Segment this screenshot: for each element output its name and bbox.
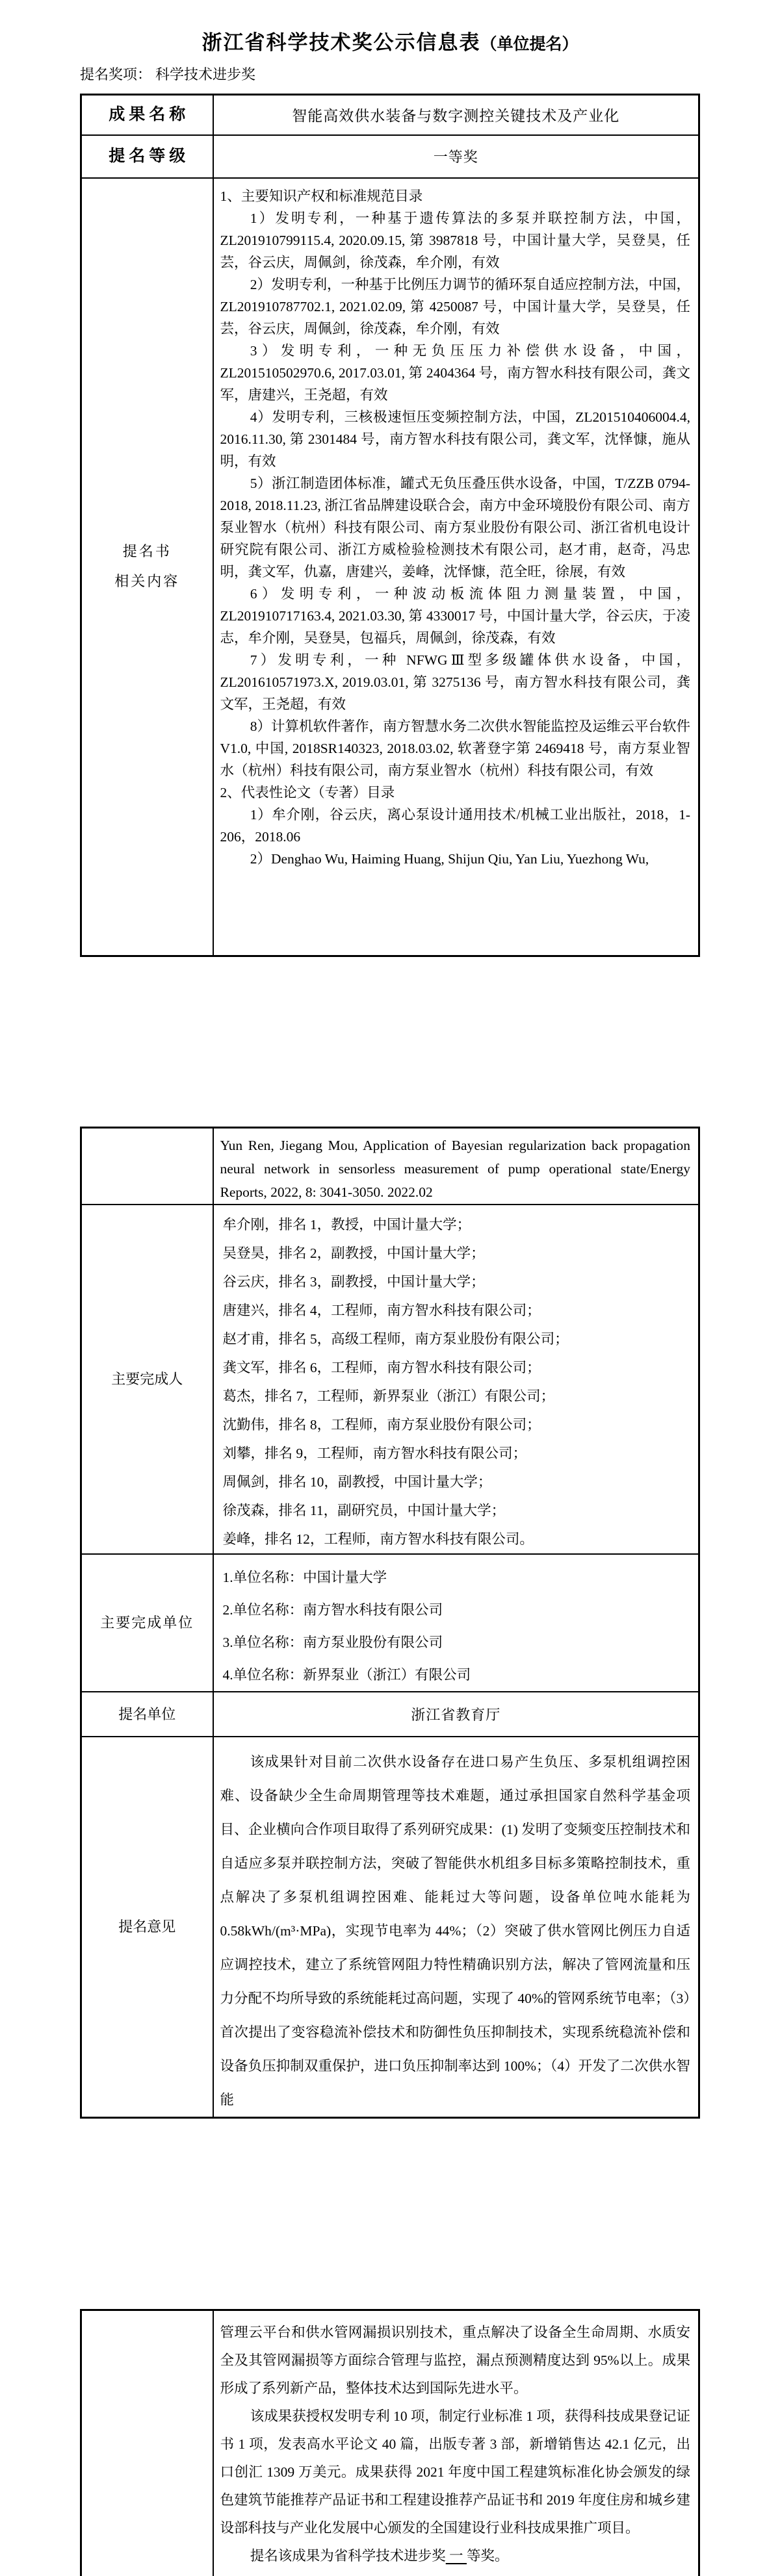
nominating-unit-value: 浙江省教育厅: [213, 1692, 699, 1737]
nomination-grade-label: 提名等级: [81, 135, 213, 178]
row-nominating-unit: [81, 1692, 699, 1737]
row-nomination-opinion: [81, 1737, 699, 2118]
content-line: 2）Denghao Wu, Haiming Huang, Shijun Qiu, Yan Liu, Yuezhong Wu,: [250, 850, 649, 867]
achievement-name-label: 成果名称: [81, 95, 213, 135]
opinion-continuation-content: [213, 2310, 699, 2576]
row-opinion-continuation: [81, 2310, 699, 2576]
content-line: 1、主要知识产权和标准规范目录: [220, 188, 423, 204]
opinion-final-line: [220, 2542, 691, 2570]
contributor-item: 徐茂森，排名 11，副研究员，中国计量大学；: [222, 1503, 506, 1518]
content-line: 2、代表性论文（专著）目录: [220, 784, 395, 800]
contributor-item: 赵才甫，排名 5，高级工程师，南方泵业股份有限公司；: [222, 1331, 569, 1347]
nomination-opinion-content: [213, 1737, 699, 2118]
content-line: 4）发明专利，三核极速恒压变频控制方法，中国，ZL201510406004.4, 2016.11.30, 第 2301484 号，南方智水科技有限公司，龚文军，沈怿慷，施从明，有效: [220, 409, 690, 469]
content-line: 3）发明专利，一种无负压压力补偿供水设备，中国，ZL201510502970.6, 2017.03.01, 第 2404364 号，南方智水科技有限公司，龚文军，唐建兴，王尧超，有效: [220, 342, 690, 403]
contributor-item: 吴登昊，排名 2，副教授，中国计量大学；: [222, 1245, 485, 1261]
unit-item: 4.单位名称：新界泵业（浙江）有限公司: [222, 1667, 471, 1683]
page-break-2: [0, 2119, 780, 2309]
contributor-item: 牟介刚，排名 1，教授，中国计量大学；: [222, 1217, 471, 1232]
row-nomination-book-content: [81, 178, 699, 956]
unit-item: 2.单位名称：南方智水科技有限公司: [222, 1602, 443, 1618]
info-table-page-2: [80, 1127, 700, 2119]
contributor-item: 周佩剑，排名 10，副教授，中国计量大学；: [222, 1474, 492, 1490]
achievement-name-value: 智能高效供水装备与数字测控关键技术及产业化: [213, 95, 699, 135]
cell-label-empty: [81, 2310, 213, 2576]
content-line: 2）发明专利，一种基于比例压力调节的循环泵自适应控制方法，中国，ZL201910787702.1, 2021.02.09, 第 4250087 号，中国计量大学，吴登昊，任芸，谷云庆，周佩剑，徐茂森，牟介刚，有效: [220, 276, 690, 337]
info-table-page-3: [80, 2309, 700, 2576]
row-book-content-continuation: [81, 1128, 699, 1205]
contributor-item: 姜峰，排名 12，工程师，南方智水科技有限公司。: [222, 1531, 534, 1547]
contributor-item: 葛杰，排名 7，工程师，新界泵业（浙江）有限公司；: [222, 1388, 555, 1404]
content-line: 5）浙江制造团体标准，罐式无负压叠压供水设备，中国，T/ZZB 0794-2018, 2018.11.23, 浙江省品牌建设联合会，南方中金环境股份有限公司、南方泵业智水（杭州）科技有限公司、南方泵业股份有限公司、浙江省机电设计研究院有限公司、浙江方威检验检测技术有限公司，赵才甫，赵奇，冯忠明，龚文军，仇嘉，唐建兴，姜峰，沈怿慷，范全旺，徐展，有效: [220, 475, 690, 580]
info-table-page-1: [80, 94, 700, 957]
contributor-item: 谷云庆，排名 3，副教授，中国计量大学；: [222, 1274, 485, 1290]
nomination-opinion-label: 提名意见: [81, 1737, 213, 2118]
opinion-grade-underlined: 一: [445, 2548, 467, 2564]
nomination-book-label-line2: 相关内容: [114, 573, 180, 590]
content-line: 1）发明专利，一种基于遗传算法的多泵并联控制方法，中国，ZL201910799115.4, 2020.09.15, 第 3987818 号，中国计量大学，吴登昊，任芸，谷云庆，周佩剑，徐茂森，牟介刚，有效: [220, 210, 690, 270]
contributor-item: 刘攀，排名 9，工程师，南方智水科技有限公司；: [222, 1446, 527, 1461]
main-contributors-label: 主要完成人: [81, 1205, 213, 1554]
content-line: Yun Ren, Jiegang Mou, Application of Bayesian regularization back propagation neural network in sensorless measurement of pump operational state/Energy Reports, 2022, 8: 3041-3050. 2022.02: [220, 1138, 690, 1200]
contributor-item: 沈勤伟，排名 8，工程师，南方泵业股份有限公司；: [222, 1417, 541, 1433]
row-main-contributors: [81, 1205, 699, 1554]
page-title: [0, 0, 780, 60]
row-main-units: [81, 1554, 699, 1692]
nomination-book-label: [81, 178, 213, 956]
opinion-final-prefix: 提名该成果为省科学技术进步奖: [250, 2548, 446, 2564]
page-title-suffix: （单位提名）: [480, 35, 578, 53]
contributor-item: 龚文军，排名 6，工程师，南方智水科技有限公司；: [222, 1360, 541, 1375]
nominating-unit-label: 提名单位: [81, 1692, 213, 1737]
opinion-paragraph: 管理云平台和供水管网漏损识别技术，重点解决了设备全生命周期、水质安全及其管网漏损等方面综合管理与监控，漏点预测精度达到 95%以上。成果形成了系列新产品，整体技术达到国际先进水平。: [220, 2325, 690, 2396]
main-contributors-list: [213, 1205, 699, 1554]
row-achievement-name: [81, 95, 699, 135]
contributor-item: 唐建兴，排名 4，工程师，南方智水科技有限公司；: [222, 1303, 541, 1318]
opinion-paragraph: 该成果针对目前二次供水设备存在进口易产生负压、多泵机组调控困难、设备缺少全生命周期管理等技术难题，通过承担国家自然科学基金项目、企业横向合作项目取得了系列研究成果：(1) 发明了变频变压控制技术和自适应多泵并联控制方法，突破了智能供水机组多目标多策略控制技术，重点解决了多泵机组调控困难、能耗过大等问题，设备单位吨水能耗为 0.58kWh/(m³·MPa)，实现节电率为 44%；（2）突破了供水管网比例压力自适应调控技术，建立了系统管网阻力特性精确识别方法，解决了管网流量和压力分配不均所导致的系统能耗过高问题，实现了 40%的管网系统节电率；（3）首次提出了变容稳流补偿技术和防御性负压抑制技术，实现系统稳流补偿和设备负压抑制双重保护，进口负压抑制率达到 100%；（4）开发了二次供水智能: [220, 1754, 690, 2108]
content-line: 7）发明专利，一种 NFWGⅢ型多级罐体供水设备，中国，ZL201610571973.X, 2019.03.01, 第 3275136 号，南方智水科技有限公司，龚文军，王尧超，有效: [220, 652, 690, 712]
row-nomination-grade: [81, 135, 699, 178]
main-units-list: [213, 1554, 699, 1692]
page-break-1: [0, 957, 780, 1127]
award-category-value: 科学技术进步奖: [155, 66, 256, 83]
content-line: 6）发明专利，一种波动板流体阻力测量装置，中国，ZL201910717163.4, 2021.03.30, 第 4330017 号，中国计量大学，谷云庆，于凌志，牟介刚，吴登昊，包福兵，周佩剑，徐茂森，有效: [220, 585, 690, 646]
opinion-paragraph: 该成果获授权发明专利 10 项，制定行业标准 1 项，获得科技成果登记证书 1 项，发表高水平论文 40 篇，出版专著 3 部，新增销售达 42.1 亿元，出口创汇 1309 万美元。成果获得 2021 年度中国工程建筑标准化协会颁发的绿色建筑节能推荐产品证书和工程建设推荐产品证书和 2019 年度住房和城乡建设部科技与产业化发展中心颁发的全国建设行业科技成果推广项目。: [220, 2408, 690, 2536]
cell-label-empty: [81, 1128, 213, 1205]
unit-item: 1.单位名称：中国计量大学: [222, 1570, 387, 1585]
main-units-label: 主要完成单位: [81, 1554, 213, 1692]
unit-item: 3.单位名称：南方泵业股份有限公司: [222, 1635, 443, 1650]
nomination-book-content: [213, 178, 699, 956]
content-line: 8）计算机软件著作，南方智慧水务二次供水智能监控及运维云平台软件 V1.0, 中国, 2018SR140323, 2018.03.02, 软著登字第 2469418 号，南方泵业智水（杭州）科技有限公司，南方泵业智水（杭州）科技有限公司，有效: [220, 718, 690, 778]
content-line: 1）牟介刚，谷云庆，离心泵设计通用技术/机械工业出版社，2018，1-206，2018.06: [220, 806, 690, 845]
award-category-line: [80, 65, 780, 84]
award-category-label: 提名奖项：: [80, 66, 152, 83]
opinion-final-suffix: 等奖。: [467, 2548, 509, 2564]
nomination-grade-value: 一等奖: [213, 135, 699, 178]
page-title-main: 浙江省科学技术奖公示信息表: [202, 31, 481, 54]
nomination-book-label-line1: 提名书: [122, 543, 172, 560]
book-content-continuation: [213, 1128, 699, 1205]
